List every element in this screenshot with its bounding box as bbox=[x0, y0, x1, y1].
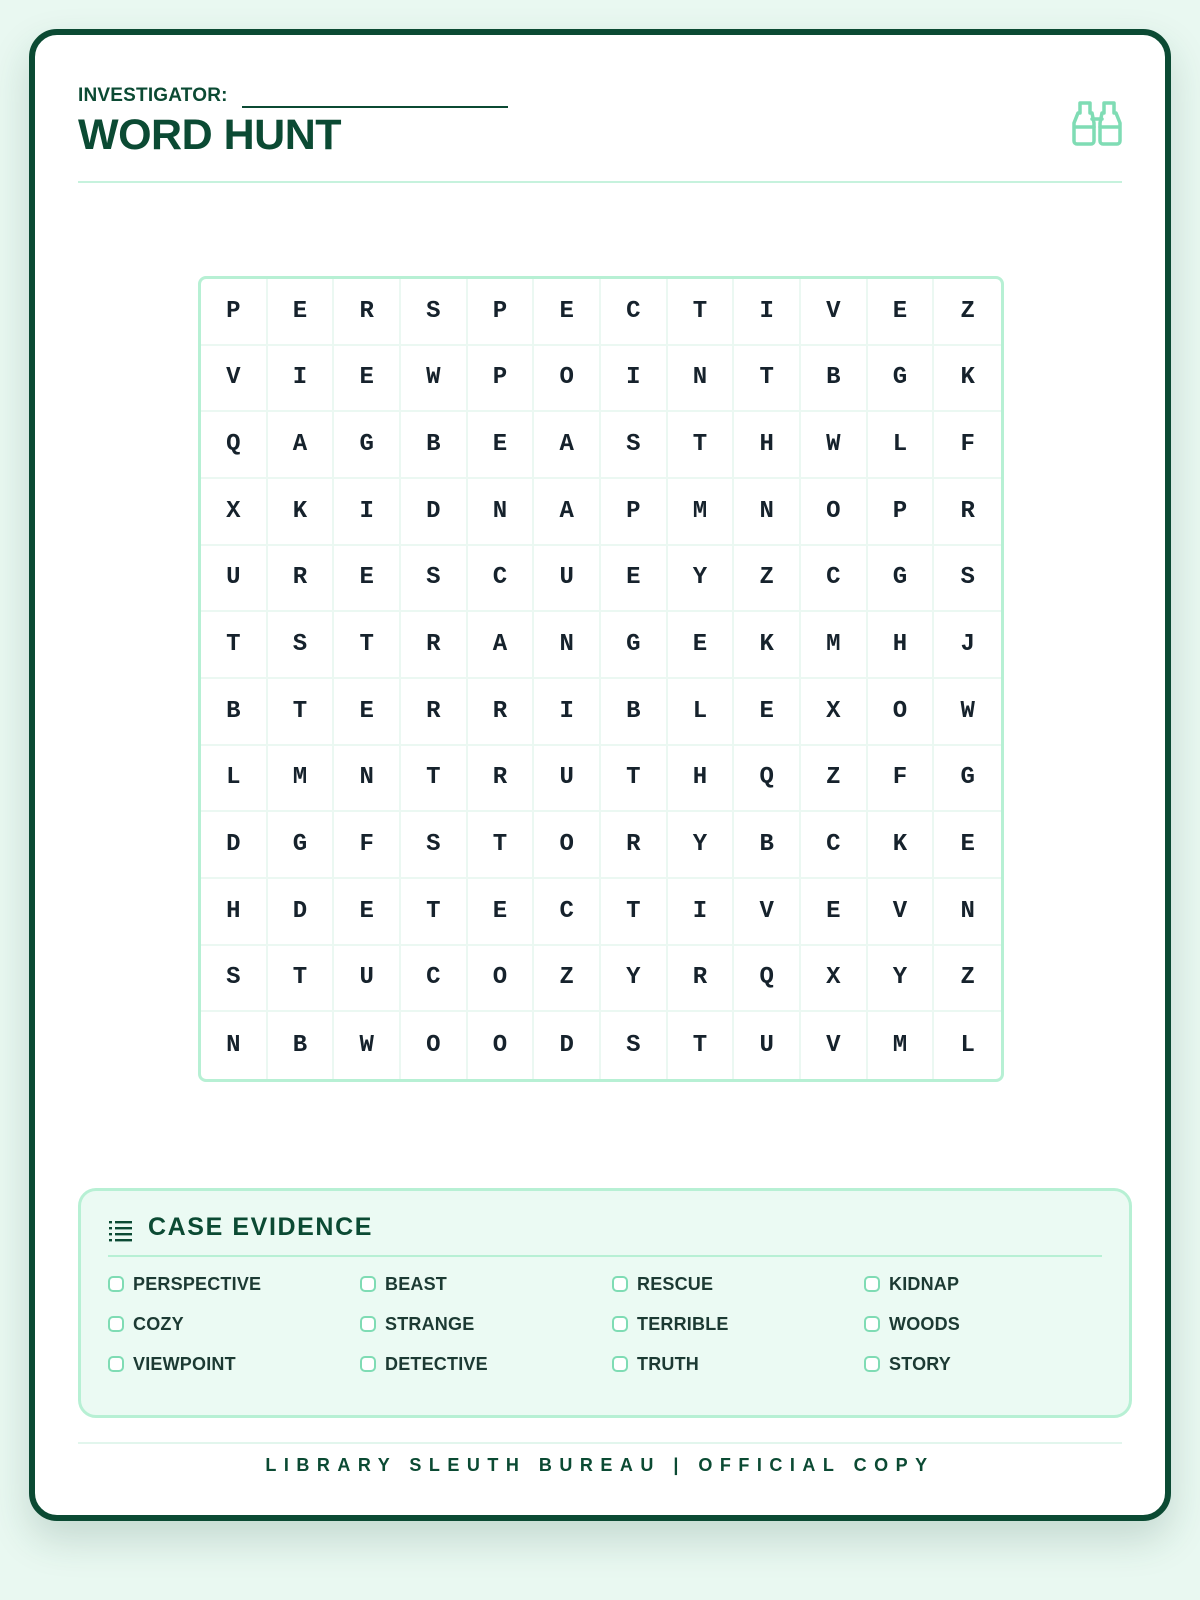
grid-cell[interactable]: V bbox=[868, 879, 935, 946]
evidence-word-item[interactable] bbox=[108, 1271, 360, 1297]
grid-cell[interactable]: A bbox=[268, 412, 335, 479]
evidence-word-item[interactable] bbox=[360, 1351, 612, 1377]
grid-cell[interactable]: T bbox=[201, 612, 268, 679]
grid-cell[interactable]: N bbox=[468, 479, 535, 546]
grid-cell[interactable]: I bbox=[601, 346, 668, 413]
grid-cell[interactable]: F bbox=[868, 746, 935, 813]
grid-cell[interactable]: W bbox=[401, 346, 468, 413]
grid-cell[interactable]: O bbox=[534, 346, 601, 413]
grid-cell[interactable]: T bbox=[268, 946, 335, 1013]
grid-cell[interactable]: T bbox=[668, 279, 735, 346]
word-label: TRUTH bbox=[637, 1353, 699, 1374]
grid-cell[interactable]: B bbox=[201, 679, 268, 746]
grid-cell[interactable]: K bbox=[268, 479, 335, 546]
grid-cell[interactable]: I bbox=[734, 279, 801, 346]
grid-cell[interactable]: F bbox=[934, 412, 1001, 479]
grid-cell[interactable]: D bbox=[201, 812, 268, 879]
grid-cell[interactable]: S bbox=[401, 546, 468, 613]
grid-cell[interactable]: C bbox=[801, 812, 868, 879]
grid-cell[interactable]: Y bbox=[668, 812, 735, 879]
grid-cell[interactable]: K bbox=[734, 612, 801, 679]
grid-cell[interactable]: P bbox=[601, 479, 668, 546]
word-label: PERSPECTIVE bbox=[133, 1273, 262, 1294]
grid-cell[interactable]: T bbox=[401, 879, 468, 946]
grid-cell[interactable]: O bbox=[801, 479, 868, 546]
word-checkbox[interactable] bbox=[864, 1316, 880, 1332]
grid-cell[interactable]: S bbox=[934, 546, 1001, 613]
grid-cell[interactable]: L bbox=[960, 1032, 975, 1060]
grid-cell[interactable]: T bbox=[601, 746, 668, 813]
grid-cell[interactable]: R bbox=[401, 679, 468, 746]
grid-cell[interactable]: G bbox=[868, 546, 935, 613]
grid-cell[interactable]: B bbox=[401, 412, 468, 479]
word-label: WOODS bbox=[889, 1313, 960, 1334]
grid-cell[interactable]: M bbox=[801, 612, 868, 679]
grid-cell[interactable]: O bbox=[534, 812, 601, 879]
grid-cell[interactable]: S bbox=[401, 812, 468, 879]
grid-cell[interactable]: B bbox=[601, 679, 668, 746]
grid-cell[interactable]: S bbox=[401, 279, 468, 346]
evidence-word-item[interactable] bbox=[864, 1271, 1116, 1297]
evidence-word-item[interactable] bbox=[612, 1311, 864, 1337]
grid-cell[interactable]: S bbox=[601, 1012, 668, 1079]
word-label: BEAST bbox=[385, 1273, 448, 1294]
grid-cell[interactable]: T bbox=[401, 746, 468, 813]
grid-cell[interactable]: R bbox=[401, 612, 468, 679]
grid-cell[interactable]: P bbox=[868, 479, 935, 546]
grid-cell[interactable]: T bbox=[734, 346, 801, 413]
grid-cell[interactable]: G bbox=[601, 612, 668, 679]
grid-cell[interactable]: R bbox=[934, 479, 1001, 546]
word-label: COZY bbox=[133, 1313, 184, 1334]
grid-cell[interactable]: V bbox=[734, 879, 801, 946]
evidence-word-item[interactable] bbox=[108, 1311, 360, 1337]
footer-text: LIBRARY SLEUTH BUREAU | OFFICIAL COPY bbox=[265, 1455, 935, 1475]
grid-cell[interactable]: R bbox=[601, 812, 668, 879]
grid-cell[interactable]: N bbox=[201, 1012, 268, 1079]
grid-cell[interactable]: G bbox=[334, 412, 401, 479]
grid-cell[interactable]: E bbox=[868, 279, 935, 346]
word-label: STRANGE bbox=[385, 1313, 475, 1334]
grid-cell[interactable]: Z bbox=[534, 946, 601, 1013]
evidence-word-item[interactable] bbox=[612, 1351, 864, 1377]
grid-cell[interactable]: P bbox=[468, 279, 535, 346]
grid-cell[interactable]: P bbox=[468, 346, 535, 413]
worksheet-header bbox=[78, 77, 1122, 183]
grid-cell[interactable]: O bbox=[468, 1012, 535, 1079]
grid-cell[interactable]: E bbox=[601, 546, 668, 613]
word-checkbox[interactable] bbox=[108, 1316, 124, 1332]
grid-cell[interactable]: H bbox=[868, 612, 935, 679]
word-checkbox[interactable] bbox=[360, 1356, 376, 1372]
grid-cell[interactable]: S bbox=[268, 612, 335, 679]
case-evidence-title: CASE EVIDENCE bbox=[148, 1213, 374, 1241]
word-label: RESCUE bbox=[637, 1273, 714, 1294]
grid-cell[interactable]: U bbox=[201, 546, 268, 613]
grid-cell[interactable]: Q bbox=[201, 412, 268, 479]
word-checkbox[interactable] bbox=[108, 1276, 124, 1292]
grid-cell[interactable]: K bbox=[868, 812, 935, 879]
grid-cell[interactable]: J bbox=[934, 612, 1001, 679]
word-checkbox[interactable] bbox=[612, 1316, 628, 1332]
grid-cell[interactable]: F bbox=[334, 812, 401, 879]
grid-cell[interactable]: E bbox=[334, 546, 401, 613]
grid-cell[interactable]: T bbox=[468, 812, 535, 879]
investigator-name-field[interactable] bbox=[242, 106, 508, 108]
grid-cell[interactable]: N bbox=[934, 879, 1001, 946]
word-checkbox[interactable] bbox=[612, 1356, 628, 1372]
grid-cell[interactable]: R bbox=[468, 679, 535, 746]
grid-cell[interactable]: M bbox=[868, 1012, 935, 1079]
grid-cell[interactable]: E bbox=[334, 879, 401, 946]
grid-cell[interactable]: W bbox=[801, 412, 868, 479]
evidence-word-item[interactable] bbox=[864, 1351, 1116, 1377]
case-evidence-panel bbox=[78, 1188, 1132, 1418]
grid-cell[interactable]: E bbox=[801, 879, 868, 946]
grid-cell[interactable]: E bbox=[468, 412, 535, 479]
word-label: KIDNAP bbox=[889, 1273, 960, 1294]
word-checkbox[interactable] bbox=[360, 1316, 376, 1332]
grid-cell[interactable]: L bbox=[668, 679, 735, 746]
grid-cell[interactable]: N bbox=[734, 479, 801, 546]
grid-cell[interactable]: W bbox=[934, 679, 1001, 746]
grid-cell[interactable]: E bbox=[534, 279, 601, 346]
grid-cell[interactable]: E bbox=[268, 279, 335, 346]
grid-cell[interactable]: O bbox=[468, 946, 535, 1013]
grid-cell[interactable]: A bbox=[534, 412, 601, 479]
grid-cell[interactable]: C bbox=[601, 279, 668, 346]
grid-cell[interactable]: Z bbox=[734, 546, 801, 613]
grid-cell[interactable]: Z bbox=[801, 746, 868, 813]
grid-cell[interactable]: W bbox=[334, 1012, 401, 1079]
grid-cell[interactable]: N bbox=[668, 346, 735, 413]
word-list bbox=[108, 1271, 1116, 1377]
grid-cell[interactable]: G bbox=[934, 746, 1001, 813]
evidence-word-item[interactable] bbox=[360, 1271, 612, 1297]
grid-cell[interactable]: Y bbox=[668, 546, 735, 613]
grid-cell[interactable]: G bbox=[268, 812, 335, 879]
grid-cell[interactable]: C bbox=[534, 879, 601, 946]
grid-cell[interactable]: V bbox=[201, 346, 268, 413]
grid-cell[interactable]: H bbox=[734, 412, 801, 479]
grid-cell[interactable]: R bbox=[268, 546, 335, 613]
grid-cell[interactable]: U bbox=[734, 1012, 801, 1079]
grid-cell[interactable]: C bbox=[801, 546, 868, 613]
grid-cell[interactable]: T bbox=[668, 412, 735, 479]
evidence-word-item[interactable] bbox=[612, 1271, 864, 1297]
grid-cell[interactable]: Y bbox=[868, 946, 935, 1013]
word-label: STORY bbox=[889, 1353, 952, 1374]
grid-cell[interactable]: L bbox=[868, 412, 935, 479]
grid-cell[interactable]: S bbox=[201, 946, 268, 1013]
binoculars-icon bbox=[1072, 97, 1122, 147]
grid-cell[interactable]: E bbox=[668, 612, 735, 679]
grid-cell[interactable]: V bbox=[801, 1012, 868, 1079]
grid-cell[interactable]: D bbox=[268, 879, 335, 946]
evidence-word-item[interactable] bbox=[108, 1351, 360, 1377]
grid-cell[interactable]: U bbox=[334, 946, 401, 1013]
word-label: VIEWPOINT bbox=[133, 1353, 236, 1374]
grid-cell[interactable]: A bbox=[468, 612, 535, 679]
grid-cell[interactable]: C bbox=[468, 546, 535, 613]
word-label: TERRIBLE bbox=[637, 1313, 729, 1334]
grid-cell[interactable]: K bbox=[934, 346, 1001, 413]
grid-cell[interactable]: H bbox=[668, 746, 735, 813]
grid-cell[interactable]: O bbox=[868, 679, 935, 746]
grid-cell[interactable]: I bbox=[668, 879, 735, 946]
word-label: DETECTIVE bbox=[385, 1353, 488, 1374]
grid-cell[interactable]: T bbox=[334, 612, 401, 679]
grid-cell[interactable]: H bbox=[201, 879, 268, 946]
grid-cell[interactable]: D bbox=[401, 479, 468, 546]
page-title: WORD HUNT bbox=[78, 111, 342, 159]
grid-cell[interactable]: Z bbox=[934, 279, 1001, 346]
letter-grid bbox=[198, 276, 1004, 1082]
grid-cell[interactable]: A bbox=[534, 479, 601, 546]
grid-cell[interactable]: M bbox=[668, 479, 735, 546]
grid-cell[interactable]: U bbox=[534, 746, 601, 813]
grid-cell[interactable]: E bbox=[334, 679, 401, 746]
grid-cell[interactable]: O bbox=[401, 1012, 468, 1079]
grid-cell[interactable]: Y bbox=[601, 946, 668, 1013]
grid-cell[interactable]: R bbox=[668, 946, 735, 1013]
grid-cell[interactable]: E bbox=[734, 679, 801, 746]
grid-cell[interactable]: M bbox=[268, 746, 335, 813]
word-checkbox[interactable] bbox=[864, 1356, 880, 1372]
grid-cell[interactable]: N bbox=[534, 612, 601, 679]
grid-cell[interactable]: Q bbox=[734, 746, 801, 813]
word-checkbox[interactable] bbox=[108, 1356, 124, 1372]
case-evidence-header bbox=[108, 1213, 1102, 1257]
footer-divider bbox=[78, 1442, 1122, 1444]
evidence-word-item[interactable] bbox=[360, 1311, 612, 1337]
grid-cell[interactable]: R bbox=[468, 746, 535, 813]
list-icon bbox=[108, 1218, 134, 1242]
word-checkbox[interactable] bbox=[612, 1276, 628, 1292]
grid-cell[interactable]: T bbox=[601, 879, 668, 946]
grid-cell[interactable]: X bbox=[801, 946, 868, 1013]
grid-cell[interactable]: T bbox=[668, 1012, 735, 1079]
grid-cell[interactable]: V bbox=[801, 279, 868, 346]
grid-cell[interactable]: S bbox=[601, 412, 668, 479]
grid-cell[interactable]: X bbox=[801, 679, 868, 746]
grid-cell[interactable]: X bbox=[201, 479, 268, 546]
worksheet-card bbox=[29, 29, 1171, 1521]
grid-cell[interactable]: G bbox=[868, 346, 935, 413]
grid-cell[interactable]: E bbox=[334, 346, 401, 413]
grid-cell[interactable]: B bbox=[268, 1012, 335, 1079]
grid-cell[interactable]: I bbox=[334, 479, 401, 546]
grid-cell[interactable]: R bbox=[334, 279, 401, 346]
grid-cell[interactable]: N bbox=[334, 746, 401, 813]
grid-cell[interactable]: I bbox=[268, 346, 335, 413]
grid-cell[interactable]: B bbox=[801, 346, 868, 413]
grid-cell[interactable]: E bbox=[468, 879, 535, 946]
investigator-label: INVESTIGATOR: bbox=[78, 85, 228, 106]
grid-cell[interactable]: B bbox=[734, 812, 801, 879]
word-checkbox[interactable] bbox=[864, 1276, 880, 1292]
grid-cell[interactable]: L bbox=[201, 746, 268, 813]
grid-cell[interactable]: P bbox=[201, 279, 268, 346]
investigator-row bbox=[78, 77, 508, 107]
grid-cell[interactable]: U bbox=[534, 546, 601, 613]
grid-cell[interactable]: C bbox=[401, 946, 468, 1013]
word-checkbox[interactable] bbox=[360, 1276, 376, 1292]
grid-cell[interactable]: T bbox=[268, 679, 335, 746]
evidence-word-item[interactable] bbox=[864, 1311, 1116, 1337]
grid-cell[interactable]: D bbox=[534, 1012, 601, 1079]
grid-cell[interactable]: Q bbox=[734, 946, 801, 1013]
grid-cell[interactable]: Z bbox=[934, 946, 1001, 1013]
grid-cell[interactable]: E bbox=[934, 812, 1001, 879]
grid-cell[interactable]: I bbox=[534, 679, 601, 746]
